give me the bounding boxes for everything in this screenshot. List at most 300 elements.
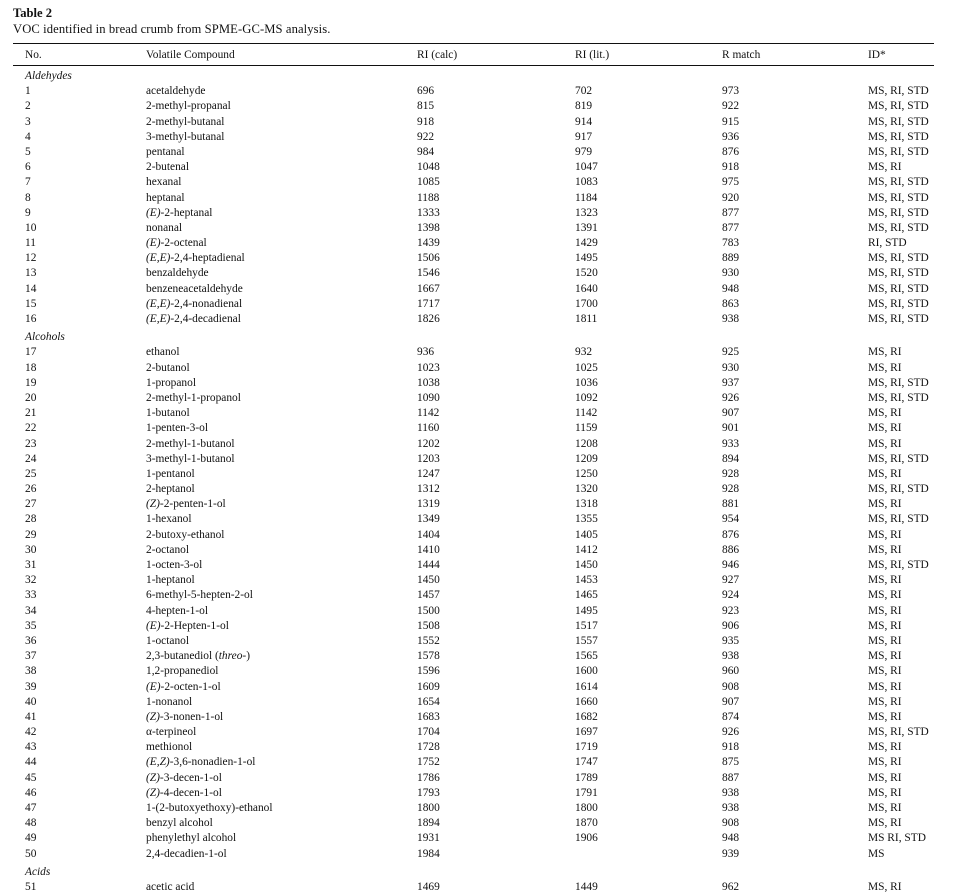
cell-ri-calc: 1203 bbox=[417, 452, 440, 465]
cell-id: MS, RI bbox=[868, 634, 902, 647]
cell-no: 23 bbox=[25, 437, 37, 450]
compound-name: 1-propanol bbox=[146, 376, 196, 389]
cell-ri-calc: 1312 bbox=[417, 483, 440, 496]
cell-r-match: 874 bbox=[722, 710, 740, 723]
cell-ri-lit: 1747 bbox=[575, 756, 598, 769]
cell-no: 28 bbox=[25, 513, 37, 526]
cell-r-match: 886 bbox=[722, 543, 740, 556]
cell-r-match: 876 bbox=[722, 145, 740, 158]
cell-ri-calc: 1202 bbox=[417, 437, 440, 450]
cell-ri-calc: 1319 bbox=[417, 498, 440, 511]
stereo-prefix: (E,E) bbox=[146, 252, 171, 265]
cell-ri-lit: 1159 bbox=[575, 422, 598, 435]
cell-no: 25 bbox=[25, 467, 37, 480]
compound-name: 1-pentanol bbox=[146, 467, 195, 480]
cell-ri-lit: 1355 bbox=[575, 513, 598, 526]
cell-id: MS, RI bbox=[868, 771, 902, 784]
cell-r-match: 926 bbox=[722, 391, 740, 404]
cell-id: MS, RI bbox=[868, 665, 902, 678]
cell-r-match: 927 bbox=[722, 574, 740, 587]
header-ri-lit: RI (lit.) bbox=[575, 48, 610, 61]
cell-id: MS, RI, STD bbox=[868, 376, 929, 389]
cell-no: 46 bbox=[25, 786, 37, 799]
cell-no: 18 bbox=[25, 361, 37, 374]
table-row bbox=[13, 467, 934, 482]
table-row bbox=[13, 771, 934, 786]
cell-ri-lit: 1453 bbox=[575, 574, 598, 587]
cell-r-match: 876 bbox=[722, 528, 740, 541]
cell-r-match: 938 bbox=[722, 650, 740, 663]
cell-ri-calc: 1683 bbox=[417, 710, 440, 723]
cell-ri-lit: 1323 bbox=[575, 206, 598, 219]
cell-id: MS, RI, STD bbox=[868, 145, 929, 158]
table-row bbox=[13, 376, 934, 391]
cell-no: 10 bbox=[25, 221, 37, 234]
cell-id: MS, RI, STD bbox=[868, 221, 929, 234]
table-row bbox=[13, 84, 934, 99]
table-row bbox=[13, 221, 934, 236]
cell-ri-lit: 1318 bbox=[575, 498, 598, 511]
cell-no: 39 bbox=[25, 680, 37, 693]
stereo-prefix: (Z) bbox=[146, 771, 160, 784]
cell-ri-lit: 1047 bbox=[575, 161, 598, 174]
cell-ri-calc: 918 bbox=[417, 115, 435, 128]
cell-id: MS RI, STD bbox=[868, 832, 926, 845]
cell-ri-lit: 1184 bbox=[575, 191, 598, 204]
cell-r-match: 973 bbox=[722, 85, 740, 98]
table-row bbox=[13, 695, 934, 710]
cell-no: 38 bbox=[25, 665, 37, 678]
cell-ri-calc: 1469 bbox=[417, 880, 440, 893]
compound-name: -4-decen-1-ol bbox=[159, 786, 222, 799]
compound-name: 3-methyl-1-butanol bbox=[146, 452, 235, 465]
cell-r-match: 962 bbox=[722, 880, 740, 893]
table-row bbox=[13, 619, 934, 634]
cell-ri-calc: 1457 bbox=[417, 589, 440, 602]
cell-id: MS, RI, STD bbox=[868, 100, 929, 113]
compound-name: 2-octanol bbox=[146, 543, 190, 556]
cell-compound bbox=[146, 175, 417, 190]
table-row bbox=[13, 573, 934, 588]
compound-name: 2-methyl-1-propanol bbox=[146, 391, 241, 404]
cell-ri-calc: 1160 bbox=[417, 422, 440, 435]
compound-name: 4-hepten-1-ol bbox=[146, 604, 208, 617]
cell-no: 7 bbox=[25, 176, 31, 189]
cell-compound bbox=[146, 312, 417, 327]
cell-id: MS, RI, STD bbox=[868, 252, 929, 265]
cell-ri-calc: 1023 bbox=[417, 361, 440, 374]
cell-r-match: 894 bbox=[722, 452, 740, 465]
table-row bbox=[13, 99, 934, 114]
cell-compound bbox=[146, 695, 417, 710]
cell-ri-lit: 1697 bbox=[575, 726, 598, 739]
cell-id: MS, RI bbox=[868, 817, 902, 830]
section-heading: Alcohols bbox=[25, 331, 65, 344]
cell-r-match: 930 bbox=[722, 361, 740, 374]
compound-name: methionol bbox=[146, 741, 193, 754]
compound-name: 2-butanol bbox=[146, 361, 190, 374]
cell-id: MS, RI bbox=[868, 361, 902, 374]
cell-id: MS, RI bbox=[868, 619, 902, 632]
cell-compound bbox=[146, 345, 417, 360]
cell-ri-calc: 1450 bbox=[417, 574, 440, 587]
cell-ri-lit: 932 bbox=[575, 346, 593, 359]
cell-r-match: 975 bbox=[722, 176, 740, 189]
cell-compound bbox=[146, 236, 417, 251]
table-row bbox=[13, 130, 934, 145]
cell-compound bbox=[146, 406, 417, 421]
cell-compound bbox=[146, 710, 417, 725]
cell-ri-lit: 1320 bbox=[575, 483, 598, 496]
compound-name: -2-penten-1-ol bbox=[159, 498, 226, 511]
cell-ri-lit: 1700 bbox=[575, 297, 598, 310]
cell-ri-lit: 1449 bbox=[575, 880, 598, 893]
cell-r-match: 926 bbox=[722, 726, 740, 739]
cell-id: MS, RI, STD bbox=[868, 483, 929, 496]
cell-ri-lit: 1719 bbox=[575, 741, 598, 754]
cell-no: 19 bbox=[25, 376, 37, 389]
cell-compound bbox=[146, 634, 417, 649]
cell-ri-calc: 1500 bbox=[417, 604, 440, 617]
cell-id: MS, RI bbox=[868, 498, 902, 511]
cell-ri-lit: 1660 bbox=[575, 695, 598, 708]
cell-no: 41 bbox=[25, 710, 37, 723]
cell-id: MS, RI bbox=[868, 710, 902, 723]
cell-id: RI, STD bbox=[868, 237, 907, 250]
cell-ri-lit: 1682 bbox=[575, 710, 598, 723]
compound-name: 1-(2-butoxyethoxy)-ethanol bbox=[146, 802, 273, 814]
cell-ri-lit: 1083 bbox=[575, 176, 598, 189]
cell-r-match: 907 bbox=[722, 695, 740, 708]
cell-no: 9 bbox=[25, 206, 31, 219]
compound-name: -2-octenal bbox=[160, 237, 207, 250]
cell-r-match: 946 bbox=[722, 559, 740, 571]
stereo-prefix: (Z) bbox=[146, 498, 160, 511]
cell-ri-calc: 1800 bbox=[417, 802, 440, 814]
cell-ri-lit: 1800 bbox=[575, 802, 598, 814]
cell-ri-calc: 1349 bbox=[417, 513, 440, 526]
table-row bbox=[13, 115, 934, 130]
cell-ri-lit: 917 bbox=[575, 130, 593, 143]
cell-ri-lit: 1565 bbox=[575, 650, 598, 663]
cell-compound bbox=[146, 528, 417, 543]
cell-ri-calc: 1826 bbox=[417, 313, 440, 325]
table-row bbox=[13, 725, 934, 740]
cell-compound bbox=[146, 512, 417, 527]
cell-no: 33 bbox=[25, 589, 37, 602]
table-row bbox=[13, 847, 934, 862]
compound-name: 1-nonanol bbox=[146, 695, 193, 708]
cell-ri-lit: 1614 bbox=[575, 680, 598, 693]
compound-tail: ) bbox=[246, 650, 250, 663]
table-row bbox=[13, 649, 934, 664]
cell-id: MS, RI bbox=[868, 407, 902, 420]
cell-ri-lit: 1025 bbox=[575, 361, 598, 374]
table-row bbox=[13, 482, 934, 497]
cell-ri-lit bbox=[575, 847, 722, 862]
cell-r-match: 938 bbox=[722, 786, 740, 799]
table-row bbox=[13, 604, 934, 619]
cell-id: MS, RI bbox=[868, 161, 902, 174]
cell-ri-lit: 1870 bbox=[575, 817, 598, 830]
cell-ri-calc: 1188 bbox=[417, 191, 440, 204]
table-row bbox=[13, 543, 934, 558]
compound-name: benzeneacetaldehyde bbox=[146, 282, 243, 295]
cell-no: 50 bbox=[25, 847, 37, 860]
cell-ri-calc: 1333 bbox=[417, 206, 440, 219]
table-caption: VOC identified in bread crumb from SPME-GC-MS analysis. bbox=[13, 22, 331, 36]
cell-ri-calc: 1398 bbox=[417, 221, 440, 234]
stereo-prefix: (Z) bbox=[146, 710, 160, 723]
cell-no: 30 bbox=[25, 543, 37, 556]
cell-ri-calc: 815 bbox=[417, 100, 435, 113]
table-row bbox=[13, 710, 934, 725]
cell-compound bbox=[146, 84, 417, 99]
cell-id: MS, RI, STD bbox=[868, 726, 929, 739]
cell-compound bbox=[146, 361, 417, 376]
cell-r-match: 915 bbox=[722, 115, 740, 128]
cell-ri-lit: 1208 bbox=[575, 437, 598, 450]
cell-ri-lit: 1557 bbox=[575, 634, 598, 647]
compound-name: -2-heptanal bbox=[160, 206, 213, 219]
cell-id: MS, RI, STD bbox=[868, 130, 929, 143]
compound-name: -2,4-nonadienal bbox=[170, 297, 243, 310]
cell-compound bbox=[146, 130, 417, 145]
compound-name: 2-methyl-propanal bbox=[146, 100, 231, 113]
cell-id: MS, RI bbox=[868, 574, 902, 587]
compound-name: 2-butenal bbox=[146, 161, 190, 174]
cell-ri-lit: 1142 bbox=[575, 407, 598, 420]
cell-no: 4 bbox=[25, 130, 31, 143]
cell-compound bbox=[146, 801, 417, 816]
cell-compound bbox=[146, 452, 417, 467]
cell-id: MS, RI bbox=[868, 880, 902, 893]
cell-id: MS, RI, STD bbox=[868, 176, 929, 189]
cell-compound bbox=[146, 482, 417, 497]
cell-r-match: 901 bbox=[722, 422, 740, 435]
cell-no: 1 bbox=[25, 85, 31, 98]
cell-compound bbox=[146, 573, 417, 588]
header-id: ID* bbox=[868, 48, 886, 61]
table-row bbox=[13, 528, 934, 543]
table-body bbox=[13, 69, 934, 895]
cell-r-match: 948 bbox=[722, 832, 740, 845]
cell-compound bbox=[146, 588, 417, 603]
table-row bbox=[13, 680, 934, 695]
table-row bbox=[13, 406, 934, 421]
compound-name: -2,4-decadienal bbox=[170, 313, 241, 325]
cell-r-match: 954 bbox=[722, 513, 740, 526]
cell-ri-lit: 1520 bbox=[575, 267, 598, 280]
cell-r-match: 938 bbox=[722, 802, 740, 814]
table-row bbox=[13, 755, 934, 770]
table-row bbox=[13, 266, 934, 281]
cell-no: 14 bbox=[25, 282, 37, 295]
cell-ri-lit: 1495 bbox=[575, 252, 598, 265]
cell-no: 22 bbox=[25, 422, 37, 435]
cell-id: MS, RI, STD bbox=[868, 559, 929, 571]
cell-compound bbox=[146, 266, 417, 281]
cell-id: MS, RI, STD bbox=[868, 297, 929, 310]
cell-no: 17 bbox=[25, 346, 37, 359]
cell-r-match: 887 bbox=[722, 771, 740, 784]
cell-compound bbox=[146, 206, 417, 221]
cell-r-match: 907 bbox=[722, 407, 740, 420]
cell-no: 16 bbox=[25, 313, 37, 325]
cell-r-match: 881 bbox=[722, 498, 740, 511]
compound-name: -2-octen-1-ol bbox=[160, 680, 221, 693]
cell-id: MS, RI, STD bbox=[868, 452, 929, 465]
table-container bbox=[13, 6, 934, 895]
cell-compound bbox=[146, 880, 417, 895]
cell-id: MS, RI, STD bbox=[868, 206, 929, 219]
cell-r-match: 925 bbox=[722, 346, 740, 359]
table-row bbox=[13, 160, 934, 175]
compound-name: 2-methyl-butanal bbox=[146, 115, 225, 128]
header-no: No. bbox=[25, 48, 42, 61]
compound-name: acetic acid bbox=[146, 880, 195, 893]
cell-id: MS, RI bbox=[868, 756, 902, 769]
table-row bbox=[13, 282, 934, 297]
cell-id: MS, RI bbox=[868, 802, 902, 814]
cell-ri-calc: 984 bbox=[417, 145, 435, 158]
cell-ri-calc: 1609 bbox=[417, 680, 440, 693]
cell-compound bbox=[146, 437, 417, 452]
table-row bbox=[13, 145, 934, 160]
stereo-prefix: (E,E) bbox=[146, 313, 171, 325]
table-row bbox=[13, 740, 934, 755]
table-row bbox=[13, 297, 934, 312]
cell-no: 51 bbox=[25, 880, 37, 893]
cell-no: 6 bbox=[25, 161, 31, 174]
cell-r-match: 918 bbox=[722, 741, 740, 754]
table-row bbox=[13, 880, 934, 895]
cell-id: MS, RI bbox=[868, 786, 902, 799]
cell-ri-lit: 1412 bbox=[575, 543, 598, 556]
cell-r-match: 920 bbox=[722, 191, 740, 204]
cell-ri-calc: 922 bbox=[417, 130, 435, 143]
table-row bbox=[13, 312, 934, 327]
cell-ri-calc: 1552 bbox=[417, 634, 440, 647]
compound-name: 1-butanol bbox=[146, 407, 190, 420]
cell-ri-lit: 1811 bbox=[575, 313, 598, 325]
cell-ri-lit: 1465 bbox=[575, 589, 598, 602]
cell-compound bbox=[146, 725, 417, 740]
cell-ri-calc: 1410 bbox=[417, 543, 440, 556]
cell-ri-calc: 1704 bbox=[417, 726, 440, 739]
compound-name: benzaldehyde bbox=[146, 267, 209, 280]
compound-name: -2-Hepten-1-ol bbox=[160, 619, 229, 632]
cell-no: 37 bbox=[25, 650, 37, 663]
cell-ri-calc: 1508 bbox=[417, 619, 440, 632]
cell-ri-calc: 1546 bbox=[417, 267, 440, 280]
table-row bbox=[13, 361, 934, 376]
compound-name: 1-hexanol bbox=[146, 513, 192, 526]
header-compound: Volatile Compound bbox=[146, 48, 235, 61]
cell-no: 40 bbox=[25, 695, 37, 708]
table-row bbox=[13, 558, 934, 573]
cell-compound bbox=[146, 740, 417, 755]
cell-ri-calc: 1578 bbox=[417, 650, 440, 663]
stereo-prefix: (E) bbox=[146, 237, 161, 250]
cell-ri-calc: 1506 bbox=[417, 252, 440, 265]
section-heading: Acids bbox=[25, 865, 51, 878]
cell-ri-lit: 1250 bbox=[575, 467, 598, 480]
cell-r-match: 875 bbox=[722, 756, 740, 769]
cell-ri-lit: 1450 bbox=[575, 559, 598, 571]
stereo-prefix: (E) bbox=[146, 680, 161, 693]
header-ri-calc: RI (calc) bbox=[417, 48, 458, 61]
table-row bbox=[13, 634, 934, 649]
cell-r-match: 889 bbox=[722, 252, 740, 265]
compound-name: α-terpineol bbox=[146, 726, 197, 739]
cell-id: MS, RI, STD bbox=[868, 85, 929, 98]
compound-name: 6-methyl-5-hepten-2-ol bbox=[146, 589, 253, 602]
table-row bbox=[13, 191, 934, 206]
compound-name: acetaldehyde bbox=[146, 85, 206, 98]
cell-no: 43 bbox=[25, 741, 37, 754]
cell-r-match: 923 bbox=[722, 604, 740, 617]
cell-id: MS, RI bbox=[868, 437, 902, 450]
compound-name: 2-methyl-1-butanol bbox=[146, 437, 235, 450]
cell-ri-calc: 1247 bbox=[417, 467, 440, 480]
cell-compound bbox=[146, 99, 417, 114]
table-row bbox=[13, 437, 934, 452]
compound-name: 1-octanol bbox=[146, 634, 190, 647]
table-row bbox=[13, 236, 934, 251]
cell-ri-lit: 1429 bbox=[575, 237, 598, 250]
cell-r-match: 939 bbox=[722, 847, 740, 860]
cell-ri-calc: 1894 bbox=[417, 817, 440, 830]
cell-id: MS, RI bbox=[868, 346, 902, 359]
cell-ri-calc: 1654 bbox=[417, 695, 440, 708]
cell-id: MS, RI bbox=[868, 604, 902, 617]
cell-no: 20 bbox=[25, 391, 37, 404]
cell-id: MS, RI bbox=[868, 589, 902, 602]
compound-name: benzyl alcohol bbox=[146, 817, 213, 830]
cell-r-match: 937 bbox=[722, 376, 740, 389]
cell-no: 27 bbox=[25, 498, 37, 511]
cell-no: 36 bbox=[25, 634, 37, 647]
cell-no: 5 bbox=[25, 145, 31, 158]
cell-id: MS, RI bbox=[868, 741, 902, 754]
cell-ri-lit: 1789 bbox=[575, 771, 598, 784]
table-row bbox=[13, 251, 934, 266]
cell-ri-lit: 1600 bbox=[575, 665, 598, 678]
stereo-prefix: (E,Z) bbox=[146, 756, 170, 769]
cell-compound bbox=[146, 145, 417, 160]
cell-compound bbox=[146, 847, 417, 862]
table-row bbox=[13, 391, 934, 406]
compound-name: 2-heptanol bbox=[146, 483, 195, 496]
cell-ri-lit: 1391 bbox=[575, 221, 598, 234]
cell-no: 47 bbox=[25, 802, 37, 814]
cell-ri-calc: 1038 bbox=[417, 376, 440, 389]
cell-no: 11 bbox=[25, 237, 36, 250]
compound-name: 3-methyl-butanal bbox=[146, 130, 225, 143]
cell-id: MS, RI, STD bbox=[868, 282, 929, 295]
cell-r-match: 938 bbox=[722, 313, 740, 325]
cell-r-match: 933 bbox=[722, 437, 740, 450]
cell-r-match: 948 bbox=[722, 282, 740, 295]
cell-ri-calc: 1717 bbox=[417, 297, 440, 310]
table-row bbox=[13, 512, 934, 527]
cell-r-match: 924 bbox=[722, 589, 740, 602]
cell-ri-lit: 1791 bbox=[575, 786, 598, 799]
compound-name: -3,6-nonadien-1-ol bbox=[169, 756, 256, 769]
cell-ri-calc: 1793 bbox=[417, 786, 440, 799]
cell-no: 31 bbox=[25, 559, 37, 571]
